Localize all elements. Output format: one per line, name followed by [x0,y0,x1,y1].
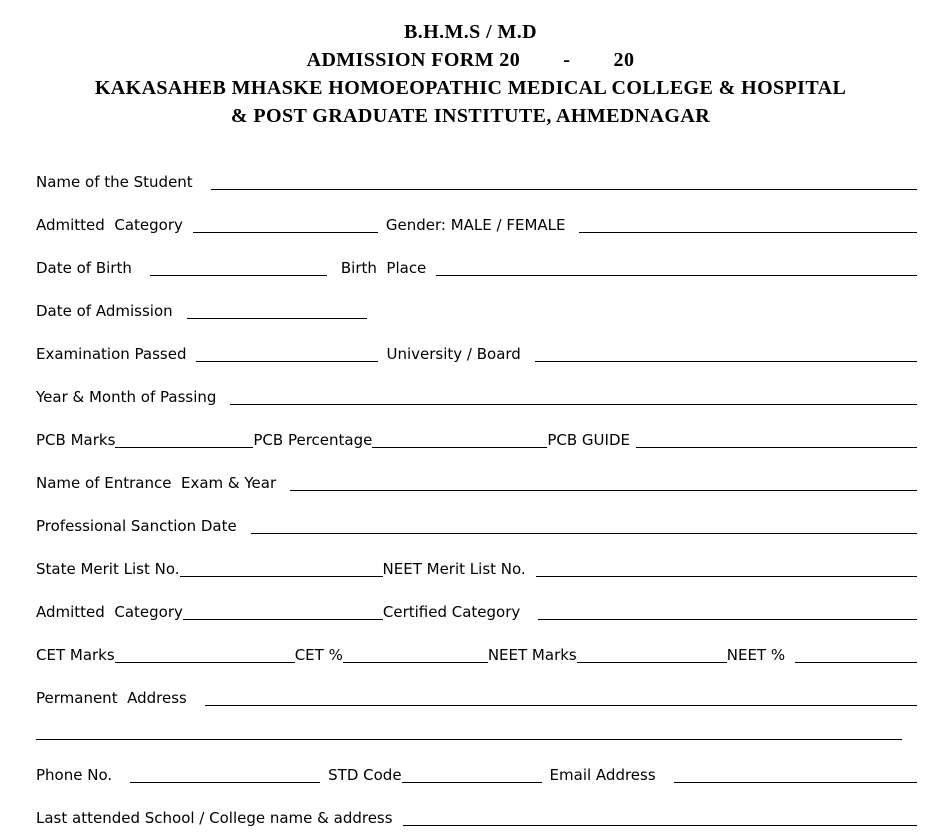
field-row-year-month-passing [36,365,917,408]
field-row-contact [36,743,917,786]
input-email-address[interactable] [674,782,917,783]
label-pcb-percentage: PCB Percentage [253,431,373,449]
label-neet-marks: NEET Marks [487,646,577,664]
form-fields [0,150,941,829]
input-neet-marks[interactable] [577,662,727,663]
field-row-last-school [36,786,917,829]
input-permanent-address-line2[interactable] [36,739,902,740]
field-row-pcb [36,408,917,451]
field-row-categories [36,580,917,623]
header-line-form-year: ADMISSION FORM 20 - 20 [306,49,635,71]
input-entrance-exam-year[interactable] [290,490,917,491]
header-line-course: B.H.M.S / M.D [404,21,537,43]
field-row-admitted-category-gender [36,193,917,236]
label-gender: Gender: MALE / FEMALE [385,216,566,234]
label-neet-merit-list: NEET Merit List No. [382,560,526,578]
label-certified-category: Certified Category [382,603,521,621]
label-university-board: University / Board [386,345,521,363]
label-state-merit-list: State Merit List No. [36,560,180,578]
label-neet-percent: NEET % [726,646,786,664]
label-email-address: Email Address [549,766,656,784]
label-admitted-category: Admitted Category [36,216,183,234]
input-gender[interactable] [579,232,917,233]
label-cet-percent: CET % [294,646,343,664]
field-row-exam-university [36,322,917,365]
field-row-entrance-exam [36,451,917,494]
label-pcb-guide: PCB GUIDE [547,431,630,449]
label-date-of-birth: Date of Birth [36,259,132,277]
input-admitted-category-2[interactable] [183,619,383,620]
input-neet-merit-list[interactable] [536,576,917,577]
input-certified-category[interactable] [538,619,917,620]
input-phone-no[interactable] [130,782,320,783]
input-examination-passed[interactable] [196,361,378,362]
field-row-permanent-address [36,666,917,709]
input-year-month-passing[interactable] [230,404,917,405]
field-row-student-name [36,150,917,193]
input-cet-percent[interactable] [343,662,488,663]
input-last-school[interactable] [403,825,917,826]
field-row-cet-neet [36,623,917,666]
label-cet-marks: CET Marks [36,646,115,664]
input-birth-place[interactable] [436,275,917,276]
input-date-of-birth[interactable] [150,275,327,276]
input-university-board[interactable] [535,361,917,362]
label-std-code: STD Code [328,766,402,784]
header-line-institute: & POST GRADUATE INSTITUTE, AHMEDNAGAR [230,105,711,127]
label-year-month-passing: Year & Month of Passing [36,388,217,406]
label-admitted-category-2: Admitted Category [36,603,183,621]
input-pcb-guide[interactable] [636,447,917,448]
field-row-date-of-admission [36,279,917,322]
input-permanent-address-line1[interactable] [205,705,917,706]
input-admitted-category[interactable] [193,232,378,233]
label-examination-passed: Examination Passed [36,345,187,363]
input-pcb-percentage[interactable] [372,447,547,448]
label-last-school: Last attended School / College name & address [36,809,393,827]
field-row-dob-birthplace [36,236,917,279]
header-line-college: KAKASAHEB MHASKE HOMOEOPATHIC MEDICAL COLLEGE & HOSPITAL [94,77,847,99]
input-neet-percent[interactable] [795,662,917,663]
input-state-merit-list[interactable] [180,576,383,577]
field-row-professional-sanction-date [36,494,917,537]
input-pcb-marks[interactable] [115,447,253,448]
input-std-code[interactable] [402,782,542,783]
label-birth-place: Birth Place [340,259,427,277]
input-date-of-admission[interactable] [187,318,367,319]
label-entrance-exam-year: Name of Entrance Exam & Year [36,474,277,492]
label-pcb-marks: PCB Marks [36,431,116,449]
label-date-of-admission: Date of Admission [36,302,173,320]
input-student-name[interactable] [211,189,917,190]
label-student-name: Name of the Student [36,173,193,191]
field-row-permanent-address-line2 [36,709,917,743]
field-row-merit-lists [36,537,917,580]
input-cet-marks[interactable] [115,662,295,663]
label-permanent-address: Permanent Address [36,689,187,707]
label-phone-no: Phone No. [36,766,113,784]
input-professional-sanction-date[interactable] [251,533,917,534]
form-header [0,0,941,130]
label-professional-sanction-date: Professional Sanction Date [36,517,237,535]
